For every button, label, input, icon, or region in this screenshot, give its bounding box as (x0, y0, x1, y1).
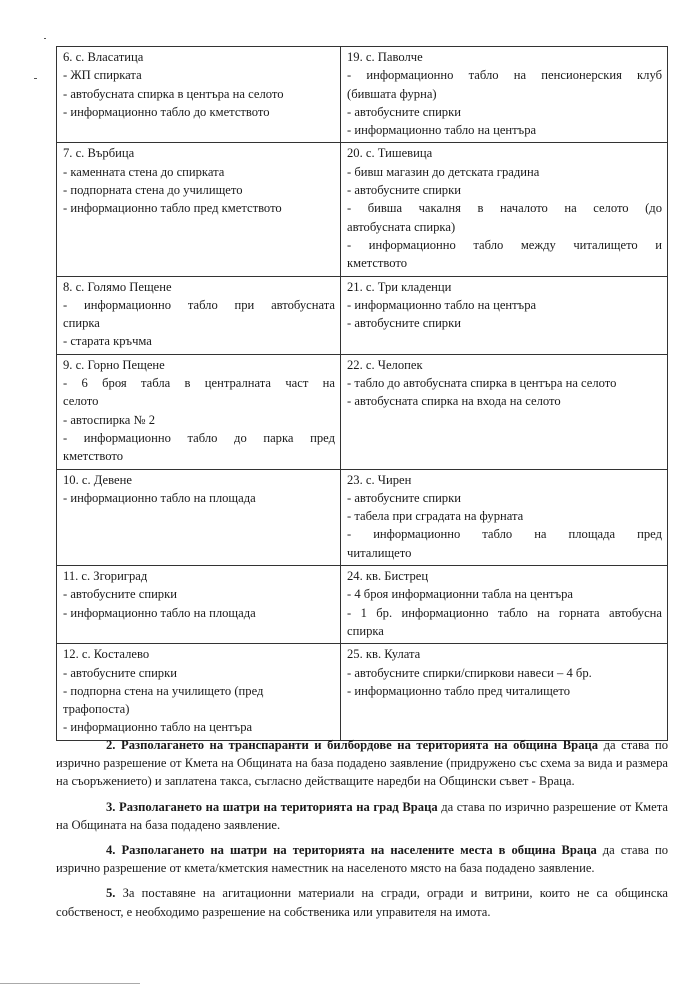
paragraph (56, 736, 668, 791)
table-row (57, 469, 668, 565)
paragraph-heading: 5. (106, 886, 116, 901)
table-cell (341, 47, 668, 143)
locations-table (56, 46, 668, 741)
village-title: 21. с. Три кладенци (347, 279, 452, 294)
table-cell (57, 143, 341, 276)
paragraph-heading: 2. Разполагането на транспаранти и билбордове на територията на община Враца (106, 738, 599, 752)
table-row (57, 566, 668, 644)
location-item: - автобусните спирки (347, 104, 461, 119)
location-item: - информационно табло на площада (63, 605, 256, 620)
location-item: - 6 броя табла в централната част на (63, 376, 335, 391)
location-item: - подпорна стена на училището (пред (63, 683, 264, 698)
location-item: - старата кръчма (63, 334, 152, 349)
location-item: - информационно табло на центъра (347, 123, 537, 138)
location-item: - бивша чакалня в началото на селото (до (347, 201, 662, 216)
paragraph-text: За поставяне на агитационни материали на сгради, огради и витрини, които не са общинска собственост, е необходимо разрешение на собственика или управителя на имота. (56, 886, 668, 919)
location-item: - 4 броя информационни табла на центъра (347, 587, 573, 602)
location-item: - информационно табло до парка пред (63, 430, 335, 445)
location-item: - автобусните спирки/спиркови навеси – 4 бр. (347, 665, 592, 680)
location-item: - ЖП спирката (63, 68, 142, 83)
paragraph (56, 841, 668, 877)
table-row (57, 47, 668, 143)
location-item: - информационно табло на пенсионерския клуб (347, 68, 662, 83)
village-title: 9. с. Горно Пещене (63, 357, 165, 372)
location-item: читалището (347, 545, 412, 560)
table-cell (341, 566, 668, 644)
location-item: - информационно табло до кметството (63, 104, 270, 119)
table-cell (341, 354, 668, 469)
table-row (57, 276, 668, 354)
location-item: спирка (63, 316, 100, 331)
footer-divider (0, 983, 140, 984)
village-title: 7. с. Върбица (63, 146, 135, 161)
scan-speck (34, 78, 37, 79)
location-item: - автобусните спирки (347, 183, 461, 198)
village-title: 10. с. Девене (63, 472, 132, 487)
table-row (57, 143, 668, 276)
location-item: - каменната стена до спирката (63, 164, 225, 179)
regulation-paragraphs (56, 736, 668, 928)
table-cell (57, 469, 341, 565)
table-cell (57, 566, 341, 644)
location-item: - информационно табло пред читалището (347, 683, 571, 698)
location-item: - 1 бр. информационно табло на горната автобусна (347, 605, 662, 620)
paragraph (56, 798, 668, 834)
location-item: - автобусните спирки (347, 316, 461, 331)
location-item: трафопоста) (63, 702, 130, 717)
location-item: - подпорната стена до училището (63, 183, 243, 198)
location-item: - информационно табло между читалището и (347, 237, 662, 252)
table-cell (57, 276, 341, 354)
location-item: - информационно табло пред кметството (63, 201, 282, 216)
village-title: 23. с. Чирен (347, 472, 412, 487)
table-cell (57, 354, 341, 469)
village-title: 20. с. Тишевица (347, 146, 433, 161)
village-title: 12. с. Косталево (63, 647, 150, 662)
table-cell (341, 143, 668, 276)
table-cell (341, 644, 668, 740)
paragraph (56, 884, 668, 920)
location-item: (бившата фурна) (347, 86, 437, 101)
village-title: 19. с. Паволче (347, 50, 423, 64)
paragraph-heading: 4. Разполагането на шатри на територията на населените места в община Враца (106, 843, 597, 858)
location-item: - табела при сградата на фурната (347, 509, 524, 524)
location-item: селото (63, 394, 99, 409)
location-item: - информационно табло на центъра (63, 720, 253, 735)
location-item: - автобусната спирка в центъра на селото (63, 86, 284, 101)
table-cell (341, 469, 668, 565)
location-item: - автобусните спирки (63, 587, 177, 602)
location-item: - бивш магазин до детската градина (347, 164, 540, 179)
paragraph-text: да става по изрично разрешение от Кмета на Общината на база подадено заявление (придружено със схема за вида и размера на съоръжението) и заплатена такса, съгласно действащите наредби на Общински съвет - Враца. (56, 738, 668, 789)
paragraph-text: да става по изрично разрешение от кмета/кметския наместник на населеното място на база подадено заявление. (56, 843, 669, 876)
table-row (57, 644, 668, 740)
location-item: автобусната спирка) (347, 219, 456, 234)
location-item: - автобусните спирки (63, 665, 177, 680)
location-item: кметството (347, 256, 408, 271)
location-item: - информационно табло на площада (63, 490, 256, 505)
village-title: 8. с. Голямо Пещене (63, 279, 172, 294)
location-item: - автоспирка № 2 (63, 412, 156, 427)
location-item: - информационно табло при автобусната (63, 297, 335, 312)
location-item: - табло до автобусната спирка в центъра на селото (347, 376, 617, 391)
location-item: - информационно табло на центъра (347, 297, 537, 312)
table-cell (57, 644, 341, 740)
location-item: - автобусната спирка на входа на селото (347, 394, 561, 409)
paragraph-text: да става по изрично разрешение от Кмета на Общината на база подадено заявление. (56, 799, 668, 832)
table-cell (57, 47, 341, 143)
village-title: 22. с. Челопек (347, 357, 423, 372)
village-title: 11. с. Згориград (63, 569, 148, 584)
location-item: кметството (63, 449, 124, 464)
scan-speck (44, 38, 46, 39)
location-item: - автобусните спирки (347, 490, 461, 505)
table-row (57, 354, 668, 469)
village-title: 25. кв. Кулата (347, 647, 421, 662)
location-item: спирка (347, 623, 384, 638)
village-title: 24. кв. Бистрец (347, 569, 429, 584)
table-cell (341, 276, 668, 354)
location-item: - информационно табло на площада пред (347, 527, 662, 542)
paragraph-heading: 3. Разполагането на шатри на територията на град Враца (106, 799, 438, 814)
village-title: 6. с. Власатица (63, 50, 144, 64)
